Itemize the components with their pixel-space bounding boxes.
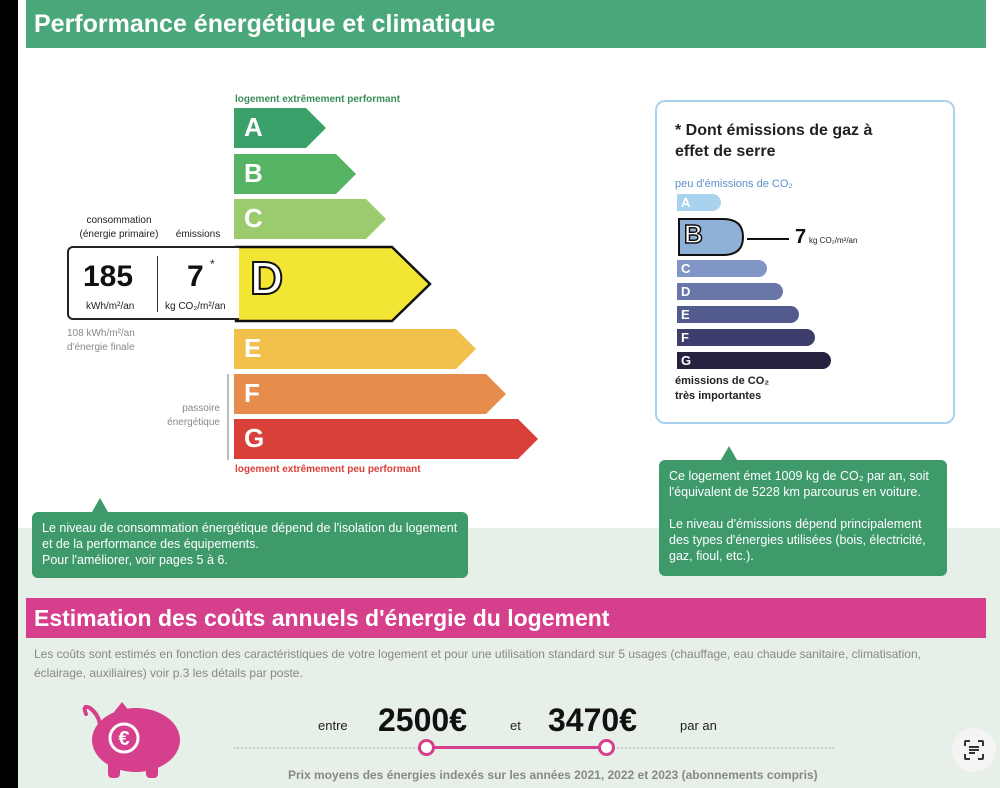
passoire-bracket — [227, 374, 229, 460]
section-title-costs: Estimation des coûts annuels d'énergie du logement — [26, 598, 986, 638]
energy-class-f-letter: F — [244, 378, 260, 408]
ghg-class-g-bar — [677, 352, 831, 369]
ghg-class-d-bar — [677, 283, 783, 300]
text-scan-icon — [962, 738, 986, 762]
ghg-pointer-line — [747, 238, 789, 240]
emissions-value: 7 — [187, 260, 204, 293]
ghg-class-b-letter: B — [684, 219, 703, 249]
bubble-left-tip — [92, 498, 108, 512]
energy-class-a-bar — [234, 108, 326, 148]
ghg-title: * Dont émissions de gaz à effet de serre — [675, 122, 873, 160]
ghg-class-e-letter: E — [681, 307, 690, 322]
energy-class-d-letter: D — [250, 252, 284, 304]
costs-low: 2500€ — [378, 702, 467, 738]
ghg-class-d-letter: D — [681, 284, 691, 299]
ghg-class-f-letter: F — [681, 330, 689, 345]
costs-and: et — [510, 718, 521, 733]
costs-range-low-dot — [418, 739, 435, 756]
piggy-euro-symbol: € — [118, 728, 130, 750]
passoire-label: passoire énergétique — [167, 403, 220, 428]
ghg-class-a-bar — [677, 194, 721, 211]
ghg-class-e-bar — [677, 306, 799, 323]
scale-bottom-label: logement extrêmement peu performant — [235, 464, 421, 475]
emissions-unit: kg CO₂/m²/an — [165, 301, 226, 312]
energy-class-b-bar — [234, 154, 356, 194]
ghg-class-a-letter: A — [681, 195, 691, 210]
ghg-value: 7 — [795, 226, 807, 248]
consumption-unit: kWh/m²/an — [86, 301, 135, 312]
energy-class-g-letter: G — [244, 423, 265, 453]
dpe-page — [18, 0, 1000, 788]
ghg-class-c-letter: C — [681, 261, 691, 276]
costs-between: entre — [318, 718, 348, 733]
section-title-performance: Performance énergétique et climatique — [26, 0, 986, 48]
ghg-low-label: peu d'émissions de CO₂ — [675, 178, 793, 190]
costs-high: 3470€ — [548, 702, 637, 738]
costs-range-high-dot — [598, 739, 615, 756]
energy-class-b-letter: B — [244, 158, 263, 188]
bubble-emissions-info: Ce logement émet 1009 kg de CO₂ par an, soit l'équivalent de 5228 km parcourus en voiture. Le niveau d'émissions dépend principalement des types d'énergies utilisées (bois, électricité, gaz, fioul, etc.). — [659, 460, 947, 576]
text-scan-button[interactable] — [952, 728, 996, 772]
bubble-right-tip — [721, 446, 737, 460]
ghg-unit: kg CO₂/m²/an — [809, 236, 858, 245]
emissions-star: * — [210, 257, 215, 271]
costs-per-year: par an — [680, 718, 717, 733]
energy-class-c-letter: C — [244, 203, 263, 233]
emissions-header: émissions — [175, 229, 221, 240]
consumption-value: 185 — [83, 260, 134, 293]
ghg-class-g-letter: G — [681, 353, 692, 368]
energy-class-f-bar — [234, 374, 506, 414]
costs-range — [18, 700, 1000, 740]
consumption-header: consommation (énergie primaire) — [79, 215, 159, 240]
costs-price-note: Prix moyens des énergies indexés sur les années 2021, 2022 et 2023 (abonnements compris) — [288, 768, 818, 782]
costs-description: Les coûts sont estimés en fonction des caractéristiques de votre logement et pour une utilisation standard sur 5 usages (chauffage, eau chaude sanitaire, climatisation, éclairage, auxiliaires) voir p.3 les détails par poste. — [34, 647, 921, 680]
final-energy-note: 108 kWh/m²/an d'énergie finale — [67, 328, 135, 353]
consumption-divider — [157, 256, 158, 312]
ghg-class-f-bar — [677, 329, 815, 346]
energy-class-e-letter: E — [244, 333, 262, 363]
energy-class-g-bar — [234, 419, 538, 459]
energy-class-c-bar — [234, 199, 386, 239]
ghg-card — [655, 100, 955, 424]
consumption-box — [67, 246, 239, 320]
bubble-consumption-info: Le niveau de consommation énergétique dépend de l'isolation du logement et de la performance des équipements. Pour l'améliorer, voir pages 5 à 6. — [32, 512, 468, 578]
scale-top-label: logement extrêmement performant — [235, 94, 401, 105]
energy-class-e-bar — [234, 329, 476, 369]
costs-range-line — [426, 746, 606, 749]
energy-class-a-letter: A — [244, 112, 263, 142]
ghg-high-label: émissions de CO₂ très importantes — [675, 375, 770, 402]
ghg-class-c-bar — [677, 260, 767, 277]
